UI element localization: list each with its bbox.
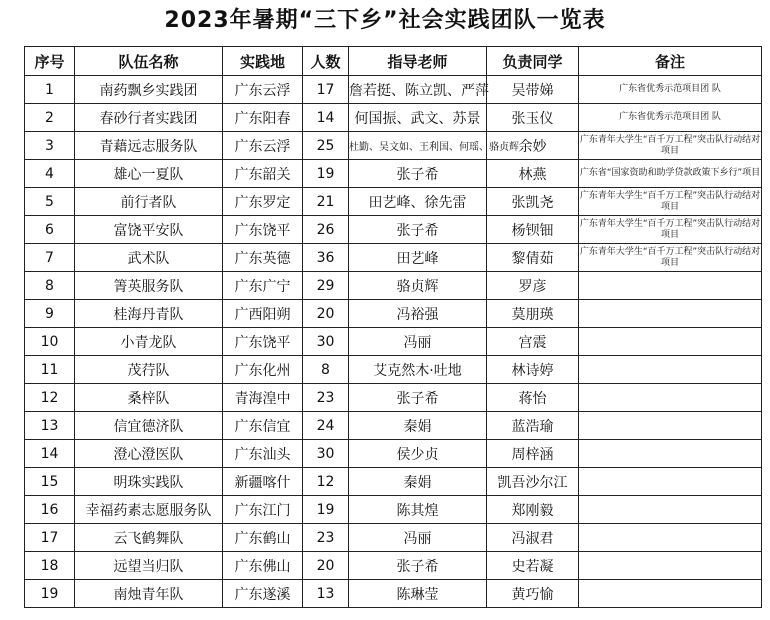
- team-name-cell: 幸福药素志愿服务队: [75, 496, 223, 524]
- count-cell: 17: [303, 76, 349, 104]
- team-name-cell: 南烛青年队: [75, 580, 223, 608]
- location-cell: 广东鹤山: [223, 524, 303, 552]
- header-count: 人数: [303, 47, 349, 76]
- location-cell: 广东阳春: [223, 104, 303, 132]
- note-cell: 广东青年大学生“百千万工程”突击队行动结对项目: [579, 216, 762, 244]
- table-row: [25, 104, 762, 132]
- count-cell: 30: [303, 328, 349, 356]
- index-cell: 9: [25, 300, 75, 328]
- location-cell: 广东信宜: [223, 412, 303, 440]
- advisor-cell: 张子希: [349, 384, 487, 412]
- note-cell: [579, 580, 762, 608]
- location-cell: 广西阳朔: [223, 300, 303, 328]
- table-row: [25, 384, 762, 412]
- team-name-cell: 茂荇队: [75, 356, 223, 384]
- note-cell: 广东青年大学生“百千万工程”突击队行动结对项目: [579, 132, 762, 160]
- index-cell: 5: [25, 188, 75, 216]
- table-row: [25, 132, 762, 160]
- location-cell: 广东云浮: [223, 132, 303, 160]
- table-row: [25, 496, 762, 524]
- advisor-cell: 张子希: [349, 160, 487, 188]
- note-cell: [579, 524, 762, 552]
- table-row: [25, 440, 762, 468]
- table-row: [25, 580, 762, 608]
- advisor-cell: 张子希: [349, 552, 487, 580]
- advisor-cell: 陈其煌: [349, 496, 487, 524]
- note-cell: 广东青年大学生“百千万工程”突击队行动结对项目: [579, 188, 762, 216]
- team-name-cell: 澄心澄医队: [75, 440, 223, 468]
- count-cell: 23: [303, 524, 349, 552]
- advisor-cell: 田艺峰: [349, 244, 487, 272]
- page-title: 2023年暑期“三下乡”社会实践团队一览表: [164, 8, 606, 33]
- team-name-cell: 青藉远志服务队: [75, 132, 223, 160]
- team-name-cell: 明珠实践队: [75, 468, 223, 496]
- note-cell: [579, 272, 762, 300]
- leader-cell: 张凯尧: [487, 188, 579, 216]
- note-cell: [579, 300, 762, 328]
- table-row: [25, 412, 762, 440]
- count-cell: 12: [303, 468, 349, 496]
- advisor-cell: 秦娟: [349, 412, 487, 440]
- table-row: [25, 524, 762, 552]
- note-cell: [579, 384, 762, 412]
- note-cell: [579, 496, 762, 524]
- advisor-cell: 张子希: [349, 216, 487, 244]
- advisor-cell: 冯丽: [349, 524, 487, 552]
- index-cell: 14: [25, 440, 75, 468]
- count-cell: 21: [303, 188, 349, 216]
- count-cell: 23: [303, 384, 349, 412]
- leader-cell: 林燕: [487, 160, 579, 188]
- location-cell: 广东英德: [223, 244, 303, 272]
- advisor-cell: 陈琳莹: [349, 580, 487, 608]
- table-row: [25, 216, 762, 244]
- table-row: [25, 328, 762, 356]
- advisor-cell: 秦娟: [349, 468, 487, 496]
- note-cell: [579, 440, 762, 468]
- team-name-cell: 武术队: [75, 244, 223, 272]
- count-cell: 13: [303, 580, 349, 608]
- count-cell: 36: [303, 244, 349, 272]
- location-cell: 广东云浮: [223, 76, 303, 104]
- header-leader: 负责同学: [487, 47, 579, 76]
- header-team-name: 队伍名称: [75, 47, 223, 76]
- team-name-cell: 小青龙队: [75, 328, 223, 356]
- location-cell: 广东饶平: [223, 328, 303, 356]
- count-cell: 30: [303, 440, 349, 468]
- index-cell: 15: [25, 468, 75, 496]
- note-cell: 广东省优秀示范项目团 队: [579, 104, 762, 132]
- table-row: [25, 356, 762, 384]
- team-name-cell: 雄心一夏队: [75, 160, 223, 188]
- leader-cell: 莫朋瑛: [487, 300, 579, 328]
- count-cell: 19: [303, 496, 349, 524]
- count-cell: 19: [303, 160, 349, 188]
- table-row: [25, 272, 762, 300]
- index-cell: 3: [25, 132, 75, 160]
- location-cell: 广东遂溪: [223, 580, 303, 608]
- index-cell: 8: [25, 272, 75, 300]
- index-cell: 10: [25, 328, 75, 356]
- advisor-cell: 侯少贞: [349, 440, 487, 468]
- leader-cell: 黎倩茹: [487, 244, 579, 272]
- advisor-cell: 冯丽: [349, 328, 487, 356]
- advisor-cell: 骆贞辉: [349, 272, 487, 300]
- location-cell: 广东罗定: [223, 188, 303, 216]
- header-note: 备注: [579, 47, 762, 76]
- table-row: [25, 468, 762, 496]
- leader-cell: 冯淑君: [487, 524, 579, 552]
- leader-cell: 宫震: [487, 328, 579, 356]
- advisor-cell: 何国振、武文、苏景: [349, 104, 487, 132]
- table-row: [25, 552, 762, 580]
- index-cell: 13: [25, 412, 75, 440]
- location-cell: 广东韶关: [223, 160, 303, 188]
- header-row: [25, 47, 762, 76]
- leader-cell: 郑刚毅: [487, 496, 579, 524]
- leader-cell: 凯吾沙尔江: [487, 468, 579, 496]
- location-cell: 广东广宁: [223, 272, 303, 300]
- team-name-cell: 前行者队: [75, 188, 223, 216]
- count-cell: 29: [303, 272, 349, 300]
- header-advisor: 指导老师: [349, 47, 487, 76]
- location-cell: 广东汕头: [223, 440, 303, 468]
- team-name-cell: 桂海丹青队: [75, 300, 223, 328]
- index-cell: 12: [25, 384, 75, 412]
- note-cell: [579, 412, 762, 440]
- location-cell: 广东化州: [223, 356, 303, 384]
- table-row: [25, 300, 762, 328]
- note-cell: [579, 356, 762, 384]
- advisor-cell: 艾克然木·吐地: [349, 356, 487, 384]
- note-cell: 广东省“国家资助和助学贷款政策下乡行”项目: [579, 160, 762, 188]
- index-cell: 2: [25, 104, 75, 132]
- header-location: 实践地: [223, 47, 303, 76]
- advisor-cell: 田艺峰、徐先雷: [349, 188, 487, 216]
- note-cell: [579, 328, 762, 356]
- note-cell: [579, 468, 762, 496]
- leader-cell: 张玉仪: [487, 104, 579, 132]
- index-cell: 7: [25, 244, 75, 272]
- index-cell: 18: [25, 552, 75, 580]
- header-index: 序号: [25, 47, 75, 76]
- location-cell: 青海湟中: [223, 384, 303, 412]
- count-cell: 20: [303, 552, 349, 580]
- count-cell: 25: [303, 132, 349, 160]
- index-cell: 4: [25, 160, 75, 188]
- count-cell: 26: [303, 216, 349, 244]
- leader-cell: 史若凝: [487, 552, 579, 580]
- team-table: [24, 46, 762, 608]
- leader-cell: 周梓涵: [487, 440, 579, 468]
- location-cell: 广东江门: [223, 496, 303, 524]
- team-name-cell: 南药飘乡实践团: [75, 76, 223, 104]
- team-name-cell: 桑梓队: [75, 384, 223, 412]
- advisor-cell: 詹若挺、陈立凯、严萍: [349, 76, 487, 104]
- index-cell: 16: [25, 496, 75, 524]
- index-cell: 19: [25, 580, 75, 608]
- leader-cell: 吴带娣: [487, 76, 579, 104]
- team-name-cell: 箐英服务队: [75, 272, 223, 300]
- count-cell: 20: [303, 300, 349, 328]
- advisor-cell: 冯裕强: [349, 300, 487, 328]
- location-cell: 广东饶平: [223, 216, 303, 244]
- note-cell: [579, 552, 762, 580]
- leader-cell: 林诗婷: [487, 356, 579, 384]
- team-name-cell: 春砂行者实践团: [75, 104, 223, 132]
- team-name-cell: 远望当归队: [75, 552, 223, 580]
- index-cell: 1: [25, 76, 75, 104]
- index-cell: 11: [25, 356, 75, 384]
- location-cell: 新疆喀什: [223, 468, 303, 496]
- leader-cell: 蓝浩瑜: [487, 412, 579, 440]
- count-cell: 8: [303, 356, 349, 384]
- team-name-cell: 云飞鹤舞队: [75, 524, 223, 552]
- count-cell: 24: [303, 412, 349, 440]
- index-cell: 6: [25, 216, 75, 244]
- table-row: [25, 244, 762, 272]
- leader-cell: 罗彦: [487, 272, 579, 300]
- leader-cell: 余妙: [487, 132, 579, 160]
- note-cell: 广东青年大学生“百千万工程”突击队行动结对项目: [579, 244, 762, 272]
- table-row: [25, 188, 762, 216]
- count-cell: 14: [303, 104, 349, 132]
- leader-cell: 蒋怡: [487, 384, 579, 412]
- table-row: [25, 160, 762, 188]
- leader-cell: 黄巧愉: [487, 580, 579, 608]
- advisor-cell: 杜勤、吴文如、王利国、何瑶、骆贞辉: [349, 132, 487, 160]
- index-cell: 17: [25, 524, 75, 552]
- table-row: [25, 76, 762, 104]
- note-cell: 广东省优秀示范项目团 队: [579, 76, 762, 104]
- team-name-cell: 信宜德济队: [75, 412, 223, 440]
- team-name-cell: 富饶平安队: [75, 216, 223, 244]
- location-cell: 广东佛山: [223, 552, 303, 580]
- leader-cell: 杨钡钿: [487, 216, 579, 244]
